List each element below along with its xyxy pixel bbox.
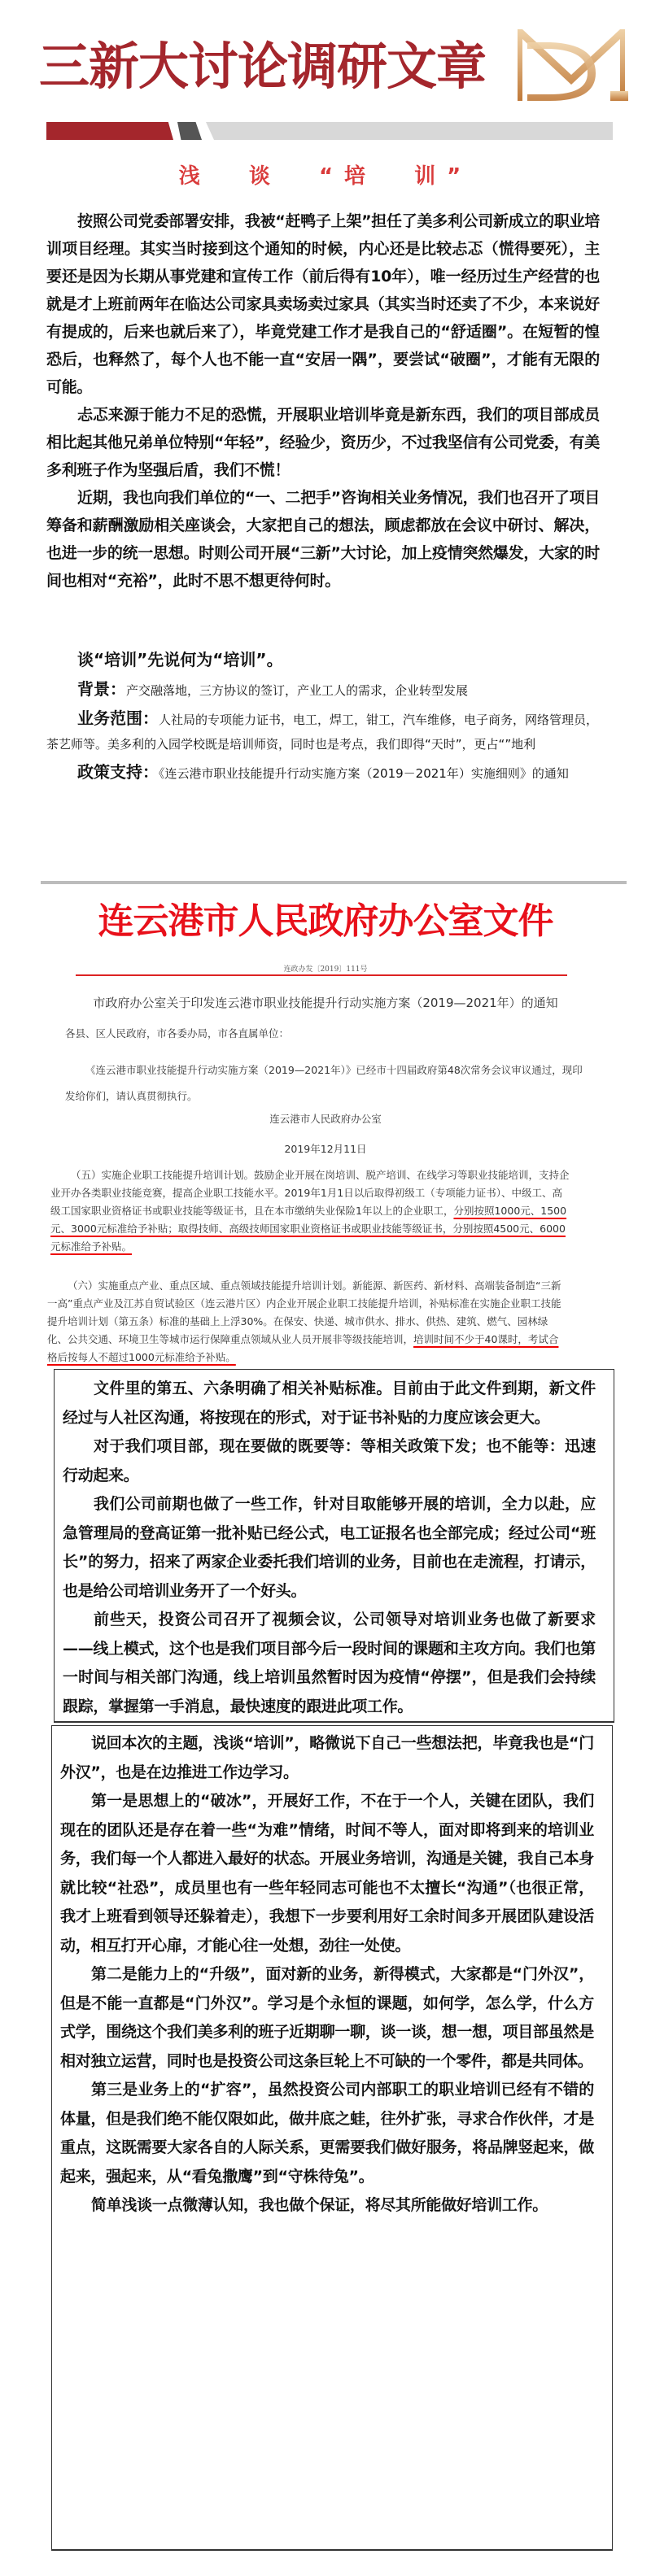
box-paragraph: 前些天，投资公司召开了视频会议，公司领导对培训业务也做了新要求——线上模式，这个也是我们项目部今后一段时间的课题和主攻方向。我们也第一时间与相关部门沟通，线上培训虽然暂时因为疫情“停摆”，但是我们会持续跟踪，掌握第一手消息，最快速度的跟进此项工作。 (63, 1611, 596, 1715)
decor-bar-dark (177, 122, 202, 140)
red-divider (76, 974, 567, 976)
intro-paragraph: 按照公司党委部署安排，我被“赶鸭子上架”担任了美多利公司新成立的职业培训项目经理。其实当时接到这个通知的时候，内心还是比较忐忑（慌得要死），主要还是因为长期从事党建和宣传工作（前后得有10年），唯一经历过生产经营的也就是才上班前两年在临达公司家具卖场卖过家具（其实当时还卖了不少，本来说好有提成的，后来也就后来了），毕竟党建工作才是我自己的“舒适圈”。在短暂的惶恐后，也释然了，每个人也不能一直“安居一隅”，要尝试“破圈”，才能有无限的可能。 (46, 212, 600, 396)
training-definition-section (46, 647, 608, 789)
decor-bar-light (206, 122, 613, 140)
clause-six (47, 1277, 568, 1366)
divider (41, 881, 627, 884)
box-paragraph: 文件里的第五、六条明确了相关补贴标准。目前由于此文件到期，新文件经过与人社区沟通，将按现在的形式，对于证书补贴的力度应该会更大。 (63, 1380, 596, 1427)
clause-highlight: 培训时间不少于40课时，考试合格后按每人不超过1000元标准给予补贴。 (47, 1333, 559, 1363)
article-subtitle: 浅 谈 “培 训” (178, 164, 473, 189)
decor-bar-red (46, 122, 173, 140)
clause-highlight: 分别按照1000元、1500元、3000元标准给予补贴；取得技师、高级技师国家职业资格证书或职业技能等级证书，分别按照4500元、6000元标准给予补贴。 (50, 1205, 567, 1253)
box-paragraph: 说回本次的主题，浅谈“培训”，略微说下自己一些想法把，毕竟我也是“门外汉”，也是在边推进工作边学习。 (60, 1734, 594, 1781)
box-paragraph: 对于我们项目部，现在要做的既要等：等相关政策下发；也不能等：迅速行动起来。 (63, 1437, 596, 1484)
notice-title: 市政府办公室关于印发连云港市职业技能提升行动实施方案（2019—2021年）的通知 (93, 996, 558, 1010)
clause-five (50, 1166, 571, 1256)
page-title: 三新大讨论调研文章 (39, 37, 487, 96)
item-label: 背景： (77, 679, 126, 699)
item-label: 政策支持： (77, 762, 159, 782)
box-paragraph: 第一是思想上的“破冰”，开展好工作，不在于一个人，关键在团队，我们现在的团队还是存在着一些“为难”情绪，时间不等人，面对即将到来的培训业务，我们每一个人都进入最好的状态。开展业务培训，沟通是关键，我自己本身就比较“社恐”，成员里也有一些年轻同志可能也不太擅长“沟通”（也很正常，我才上班看到领导还躲着走），我想下一步要利用好工余时间多开展团队建设活动，相互打开心扉，才能心往一处想，劲往一处使。 (60, 1792, 594, 1955)
box-paragraph: 简单浅谈一点微薄认知，我也做个保证，将尽其所能做好培训工作。 (91, 2196, 548, 2214)
item-text: 人社局的专项能力证书，电工，焊工，钳工，汽车维修，电子商务，网络管理员，茶艺师等。美多利的入园学校既是培训师资，同时也是考点，我们即得“天时”，更占“”地利 (46, 713, 599, 752)
box-paragraph: 我们公司前期也做了一些工作，针对目取能够开展的培训，全力以赴，应急管理局的登高证第一批补贴已经公式，电工证报名也全部完成；经过公司“班长”的努力，招来了两家企业委托我们培训的业务，目前也在走流程，打请示，也是给公司培训业务开了一个好头。 (63, 1495, 596, 1600)
intro-section (46, 207, 600, 595)
document-body: 《连云港市职业技能提升行动实施方案（2019—2021年）》已经市十四届政府第48次常务会议审议通过，现印发给你们，请认真贯彻执行。 (65, 1064, 583, 1102)
background-item (46, 677, 608, 703)
mdl-logo-icon (514, 26, 628, 107)
box-paragraph: 第三是业务上的“扩容”，虽然投资公司内部职工的职业培训已经有不错的体量，但是我们绝不能仅限如此，做井底之蛙，往外扩张，寻求合作伙伴，才是重点，这既需要大家各自的人际关系，更需要我们做好服务，将品牌竖起来，做起来，强起来，从“看兔撒鹰”到“守株待兔”。 (60, 2081, 594, 2186)
policy-support-item (46, 760, 608, 786)
item-text: 产交融落地，三方协议的签订，产业工人的需求，企业转型发展 (126, 683, 469, 698)
document-signature: 连云港市人民政府办公室 (269, 1113, 382, 1125)
addressee: 各县、区人民政府，市各委办局，市各直属单位： (65, 1027, 290, 1040)
thoughts-box (51, 1725, 613, 2551)
progress-box (54, 1369, 614, 1723)
document-org-title: 连云港市人民政府办公室文件 (98, 900, 553, 942)
item-text: 《连云港市职业技能提升行动实施方案（2019－2021年）实施细则》的通知 (159, 766, 569, 781)
business-scope-item (46, 706, 608, 756)
box-paragraph: 第二是能力上的“升级”，面对新的业务，新得模式，大家都是“门外汉”，但是不能一直都是“门外汉”。学习是个永恒的课题，如何学，怎么学，什么方式学，围绕这个我们美多利的班子近期聊一聊，谈一谈，想一想，项目部虽然是相对独立运营，同时也是投资公司这条巨轮上不可缺的一个零件，都是共同体。 (60, 1965, 594, 2070)
section-heading: 谈“培训”先说何为“培训”。 (77, 650, 283, 669)
document-number: 连政办发〔2019〕111号 (283, 965, 368, 974)
item-label: 业务范围： (77, 708, 159, 728)
clause-text: （六）实施重点产业、重点区域、重点领域技能提升培训计划。新能源、新医药、新材料、高端装备制造“三新一高”重点产业及江苏自贸试验区（连云港片区）内企业开展企业职工技能提升培训，补贴标准在实施企业职工技能提升培训计划（第五条）标准的基础上上浮30%。在保安、快递、城市供水、排水、供热、建筑、燃气、园林绿化、公共交通、环境卫生等城市运行保障重点领域从业人员开展非等级技能培训， (47, 1279, 561, 1345)
intro-paragraph: 忐忑来源于能力不足的恐慌，开展职业培训毕竟是新东西，我们的项目部成员相比起其他兄弟单位特别“年轻”，经验少，资历少，不过我坚信有公司党委，有美多利班子作为坚强后盾，我们不慌！ (46, 406, 600, 479)
document-date: 2019年12月11日 (284, 1143, 367, 1155)
intro-paragraph: 近期，我也向我们单位的“一、二把手”咨询相关业务情况，我们也召开了项目筹备和薪酬激励相关座谈会，大家把自己的想法，顾虑都放在会议中研讨、解决，也进一步的统一思想。时则公司开展“三新”大讨论，加上疫情突然爆发，大家的时间也相对“充裕”，此时不思不想更待何时。 (46, 489, 600, 590)
clause-text: （五）实施企业职工技能提升培训计划。鼓励企业开展在岗培训、脱产培训、在线学习等职业技能培训，支持企业开办各类职业技能竞赛，提高企业职工技能水平。2019年1月1日以后取得初级工（专项能力证书）、中级工、高级工国家职业资格证书或职业技能等级证书，且在本市缴纳失业保险1年以上的企业职工， (50, 1169, 570, 1217)
